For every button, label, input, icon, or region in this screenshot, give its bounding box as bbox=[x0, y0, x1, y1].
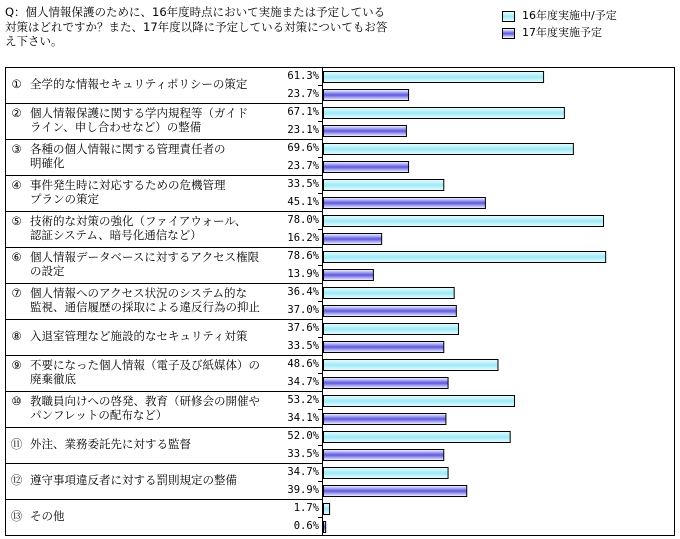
category-text: 個人情報へのアクセス状況のシステム的な 監視、通信履歴の採取による違反行為の抑止 bbox=[30, 286, 260, 314]
legend-label-2005: 17年度実施予定 bbox=[522, 26, 602, 39]
category-text: その他 bbox=[30, 509, 65, 523]
value-label-2004: 33.5% bbox=[287, 178, 319, 190]
category-number: ⑤ bbox=[11, 214, 22, 228]
value-label-2005: 39.9% bbox=[287, 484, 319, 496]
value-label-2005: 0.6% bbox=[293, 520, 319, 532]
value-label-2005: 37.0% bbox=[287, 304, 319, 316]
bar-2005 bbox=[324, 342, 444, 353]
value-label-2004: 34.7% bbox=[287, 466, 319, 478]
bar-2004 bbox=[324, 504, 330, 515]
category-number: ⑪ bbox=[10, 437, 23, 451]
bar-2005 bbox=[324, 486, 467, 497]
legend-label-2004: 16年度実施中/予定 bbox=[522, 9, 617, 22]
bar-2005 bbox=[324, 522, 326, 533]
category-text: 入退室管理など施設的なセキュリティ対策 bbox=[30, 329, 248, 343]
category-text: 遵守事項違反者に対する罰則規定の整備 bbox=[30, 473, 237, 487]
bar-2004 bbox=[324, 72, 544, 83]
bar-2004 bbox=[324, 324, 459, 335]
category-number: ⑨ bbox=[11, 358, 22, 372]
bar-2005 bbox=[324, 90, 409, 101]
bar-2005 bbox=[324, 270, 374, 281]
value-label-2004: 52.0% bbox=[287, 430, 319, 442]
value-label-2004: 67.1% bbox=[287, 106, 319, 118]
bar-2004 bbox=[324, 252, 606, 263]
question-text: Q：個人情報保護のために、16年度時点において実施または予定している 対策はどれですか？また、17年度以降に予定している対策についてもお答 え下さい。 bbox=[5, 5, 388, 48]
legend-swatch-2005 bbox=[502, 28, 515, 39]
category-text: 全学的な情報セキュリティポリシーの策定 bbox=[30, 77, 248, 91]
value-label-2004: 78.0% bbox=[287, 214, 319, 226]
category-number: ⑧ bbox=[11, 329, 22, 343]
legend-swatch-2004 bbox=[502, 11, 515, 22]
bar-2005 bbox=[324, 378, 449, 389]
value-label-2005: 34.1% bbox=[287, 412, 319, 424]
bar-2004 bbox=[324, 108, 565, 119]
legend-item-2005 bbox=[500, 24, 617, 41]
category-number: ⑫ bbox=[10, 473, 23, 487]
category-number: ③ bbox=[11, 142, 22, 156]
bar-2004 bbox=[324, 432, 511, 443]
category-number: ② bbox=[11, 106, 22, 120]
value-label-2005: 23.1% bbox=[287, 124, 319, 136]
category-text: 教職員向けへの啓発、教育（研修会の開催や パンフレットの配布など） bbox=[30, 394, 260, 422]
value-label-2005: 33.5% bbox=[287, 340, 319, 352]
value-label-2005: 23.7% bbox=[287, 160, 319, 172]
value-label-2005: 23.7% bbox=[287, 88, 319, 100]
value-label-2004: 48.6% bbox=[287, 358, 319, 370]
value-label-2005: 13.9% bbox=[287, 268, 319, 280]
bar-2005 bbox=[324, 306, 457, 317]
value-label-2005: 45.1% bbox=[287, 196, 319, 208]
value-label-2004: 53.2% bbox=[287, 394, 319, 406]
bar-2005 bbox=[324, 198, 486, 209]
bar-2004 bbox=[324, 144, 574, 155]
bar-2004 bbox=[324, 180, 444, 191]
bar-2004 bbox=[324, 216, 604, 227]
bar-2005 bbox=[324, 450, 444, 461]
category-text: 個人情報データベースに対するアクセス権限 の設定 bbox=[30, 250, 260, 278]
bar-2004 bbox=[324, 396, 515, 407]
value-label-2004: 69.6% bbox=[287, 142, 319, 154]
value-label-2004: 36.4% bbox=[287, 286, 319, 298]
category-text: 外注、業務委託先に対する監督 bbox=[30, 437, 191, 451]
category-text: 個人情報保護に関する学内規程等（ガイド ライン、申し合わせなど）の整備 bbox=[30, 106, 249, 134]
value-label-2005: 34.7% bbox=[287, 376, 319, 388]
bar-2004 bbox=[324, 468, 449, 479]
category-number: ⑩ bbox=[11, 394, 22, 408]
value-label-2005: 33.5% bbox=[287, 448, 319, 460]
category-number: ① bbox=[11, 77, 22, 91]
category-number: ⑬ bbox=[10, 509, 23, 523]
category-text: 不要になった個人情報（電子及び紙媒体）の 廃棄徹底 bbox=[30, 358, 260, 386]
category-text: 技術的な対策の強化（ファイアウォール、 認証システム、暗号化通信など） bbox=[30, 214, 247, 242]
category-number: ④ bbox=[11, 178, 22, 192]
bar-2004 bbox=[324, 360, 498, 371]
legend-item-2004 bbox=[500, 7, 617, 24]
bar-2005 bbox=[324, 126, 407, 137]
value-label-2005: 16.2% bbox=[287, 232, 319, 244]
value-label-2004: 1.7% bbox=[293, 502, 319, 514]
bar-2005 bbox=[324, 414, 446, 425]
category-text: 事件発生時に対応するための危機管理 プランの策定 bbox=[30, 178, 226, 206]
legend bbox=[500, 7, 617, 41]
category-number: ⑥ bbox=[11, 250, 22, 264]
bar-2005 bbox=[324, 162, 409, 173]
value-label-2004: 61.3% bbox=[287, 70, 319, 82]
category-text: 各種の個人情報に関する管理責任者の 明確化 bbox=[30, 142, 226, 170]
bar-2005 bbox=[324, 234, 382, 245]
value-label-2004: 37.6% bbox=[287, 322, 319, 334]
bar-2004 bbox=[324, 288, 455, 299]
category-number: ⑦ bbox=[11, 286, 22, 300]
value-label-2004: 78.6% bbox=[287, 250, 319, 262]
